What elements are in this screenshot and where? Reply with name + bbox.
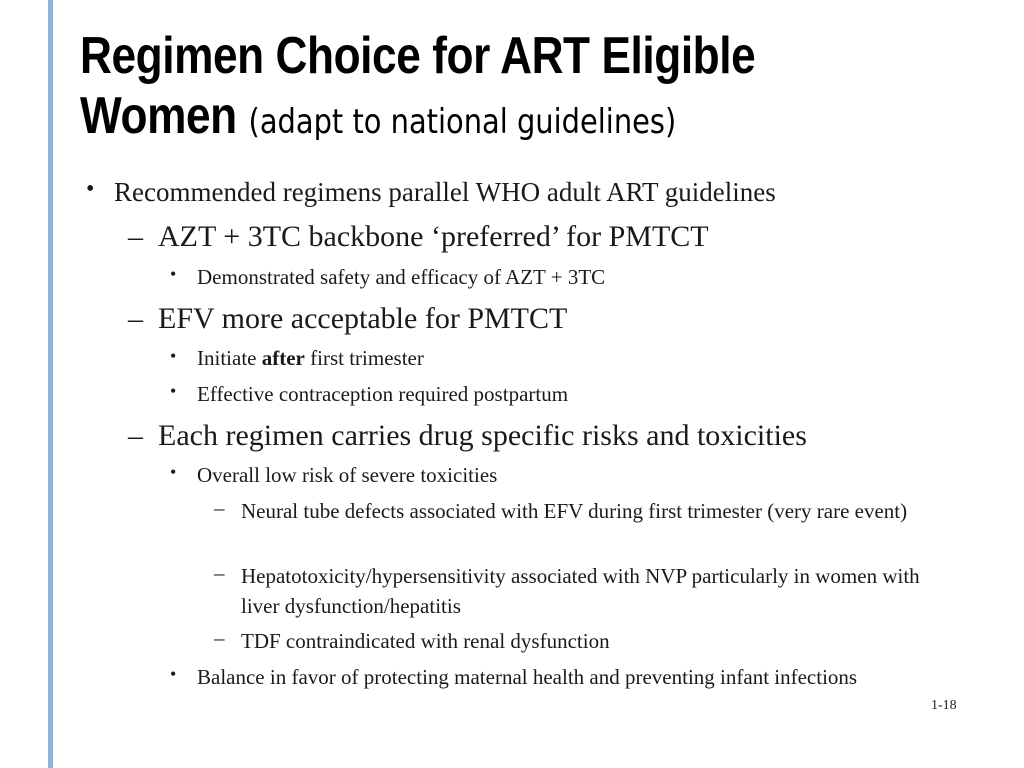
dash-icon: – — [128, 302, 143, 335]
initiate-post-text: first trimester — [304, 346, 424, 370]
bullet-demonstrated-safety: Demonstrated safety and efficacy of AZT + 3TC — [197, 265, 606, 289]
dash-icon: – — [128, 220, 143, 253]
bullet-initiate-after — [197, 343, 937, 373]
slide-title — [80, 26, 845, 152]
title-subtitle: (adapt to national guidelines) — [248, 102, 677, 142]
dash-icon: – — [214, 496, 225, 520]
bullet-icon: • — [170, 664, 177, 684]
dash-icon: – — [214, 561, 225, 585]
initiate-bold-text: after — [261, 346, 305, 370]
left-accent-rule — [48, 0, 53, 768]
bullet-tdf-contraindicated: TDF contraindicated with renal dysfunction — [241, 629, 610, 653]
bullet-drug-specific-risks: Each regimen carries drug specific risks and toxicities — [158, 419, 807, 452]
bullet-recommended-regimens: Recommended regimens parallel WHO adult ART guidelines — [114, 177, 776, 207]
bullet-balance-maternal-health: Balance in favor of protecting maternal health and preventing infant infections — [197, 665, 858, 689]
bullet-icon: • — [170, 381, 177, 401]
bullet-hepatotoxicity: Hepatotoxicity/hypersensitivity associated with NVP particularly in women with liver dysfunction/hepatitis — [241, 564, 920, 618]
dash-icon: – — [214, 626, 225, 650]
slide-number: 1-18 — [931, 698, 957, 713]
bullet-neural-tube-defects: Neural tube defects associated with EFV during first trimester (very rare event) — [241, 499, 908, 523]
bullet-icon: • — [170, 462, 177, 482]
bullet-icon: • — [170, 264, 177, 284]
bullet-efv-acceptable: EFV more acceptable for PMTCT — [158, 302, 568, 335]
dash-icon: – — [128, 419, 143, 452]
bullet-icon: • — [170, 346, 177, 366]
bullet-effective-contraception: Effective contraception required postpartum — [197, 382, 569, 406]
title-main: Regimen Choice for ART Eligible Women — [80, 27, 756, 145]
bullet-azt-backbone: AZT + 3TC backbone ‘preferred’ for PMTCT — [158, 220, 709, 253]
bullet-icon: • — [86, 176, 95, 202]
initiate-pre-text: Initiate — [197, 346, 262, 370]
bullet-overall-low-risk: Overall low risk of severe toxicities — [197, 463, 498, 487]
